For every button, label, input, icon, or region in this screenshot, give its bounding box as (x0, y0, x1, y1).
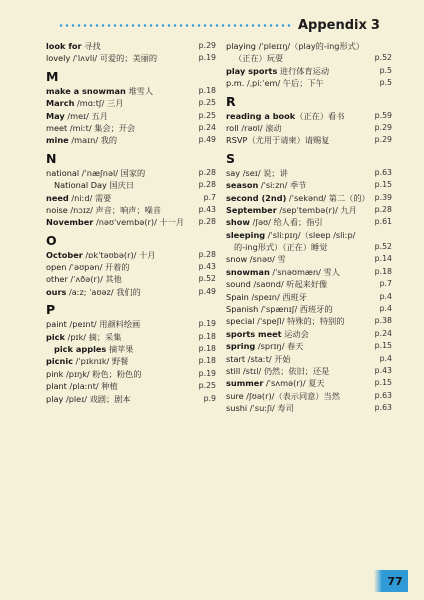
entry-page-ref: p.63 (374, 167, 392, 177)
glossary-entry (46, 110, 216, 122)
entry-page-ref: p.19 (198, 319, 216, 329)
entry-page-ref: p.18 (198, 356, 216, 366)
glossary-entry (46, 343, 216, 355)
entry-page-ref: p.19 (198, 368, 216, 378)
entry-page-ref: p.14 (374, 254, 392, 264)
entry-definition: /stɪl/ 仍然；依旧；还是 (240, 365, 330, 376)
entry-page-ref: p.29 (374, 122, 392, 132)
entry-headword: October (46, 249, 83, 260)
entry-page-ref: p.25 (198, 98, 216, 108)
entry-page-ref: p.18 (198, 331, 216, 341)
entry-definition: /staːt/ 开始 (245, 353, 291, 364)
entry-definition: /aːz; ˈaʊəz/ 我们的 (66, 286, 141, 297)
glossary-entry (226, 241, 392, 253)
entry-headword: roll (226, 122, 239, 133)
glossary-entry (46, 167, 216, 179)
entry-headword: show (226, 217, 250, 228)
glossary-entry (226, 122, 392, 134)
entry-definition: /nɔɪz/ 声音；响声；噪音 (67, 204, 162, 215)
entry-definition: /ˈlʌvli/ 可爱的；美丽的 (70, 53, 158, 64)
entry-definition: /ˈspænɪʃ/ 西班牙的 (258, 304, 333, 315)
entry-headword: sleeping (226, 229, 266, 240)
entry-page-ref: p.15 (374, 341, 392, 351)
entry-headword: picnic (46, 356, 74, 367)
entry-page-ref: p.28 (374, 204, 392, 214)
entry-definition: /ˈsekənd/ 第二（的） (286, 192, 370, 203)
glossary-entry (46, 52, 216, 64)
entry-page-ref: p.28 (198, 217, 216, 227)
entry-definition: /sprɪŋ/ 春天 (255, 341, 304, 352)
entry-page-ref: p.25 (198, 110, 216, 120)
page-header (0, 14, 424, 36)
glossary-entry (226, 266, 392, 278)
glossary-entry (46, 134, 216, 146)
glossary-entry (46, 179, 216, 191)
entry-definition: /speɪn/ 西班牙 (248, 291, 307, 302)
letter-heading-R: R (226, 93, 236, 109)
entry-page-ref: p.61 (374, 217, 392, 227)
entry-headword: ours (46, 286, 67, 297)
entry-page-ref: p.29 (374, 135, 392, 145)
entry-page-ref: p.59 (374, 110, 392, 120)
glossary-entry (226, 390, 392, 402)
entry-headword: season (226, 180, 259, 191)
glossary-entry (46, 380, 216, 392)
entry-definition: /ˈsiːzn/ 季节 (258, 180, 307, 191)
appendix-number: 3 (370, 17, 380, 33)
entry-definition: /ˈnæʃnəl/ 国家的 (79, 167, 146, 178)
glossary-entry (46, 122, 216, 134)
glossary-entry (46, 318, 216, 330)
left-column (46, 40, 216, 405)
entry-page-ref: p.49 (198, 135, 216, 145)
glossary-entry (46, 40, 216, 52)
section-N (46, 167, 216, 229)
entry-definition: /ˌpiːˈem/ 午后；下午 (244, 78, 324, 89)
entry-headword: snow (226, 254, 248, 265)
glossary-entry (226, 315, 392, 327)
entry-page-ref: p.52 (374, 53, 392, 63)
glossary-entry (226, 77, 392, 89)
entry-headword: say (226, 167, 241, 178)
glossary-entry (226, 365, 392, 377)
section-R (226, 110, 392, 147)
entry-headword: November (46, 217, 94, 228)
entry-definition: /ˈsuːʃi/ 寿司 (247, 403, 294, 414)
entry-definition: 堆雪人 (125, 85, 154, 96)
entry-page-ref: p.29 (198, 41, 216, 50)
entry-headword: noise (46, 204, 68, 215)
entry-headword: summer (226, 378, 264, 389)
glossary-entry (226, 340, 392, 352)
entry-page-ref: p.7 (379, 279, 392, 289)
entry-page-ref: p.63 (374, 390, 392, 400)
entry-headword: other (46, 274, 68, 285)
entry-headword: May (46, 110, 65, 121)
entry-definition: 运动会 (281, 328, 309, 339)
entry-headword: p.m. (226, 78, 245, 89)
entry-page-ref: p.28 (198, 167, 216, 177)
entry-page-ref: p.18 (374, 266, 392, 276)
entry-definition: /ʃəʊ/ 给人看；指引 (249, 217, 323, 228)
glossary-entry (226, 204, 392, 216)
entry-definition: /ˈʌðə(r)/ 其他 (67, 274, 122, 285)
entry-headword: meet (46, 122, 68, 133)
entry-headword: paint (46, 319, 67, 330)
glossary-entry (46, 97, 216, 109)
entry-definition: /sepˈtembə(r)/ 九月 (276, 204, 357, 215)
glossary-entry (46, 261, 216, 273)
glossary-entry (226, 253, 392, 265)
entry-headword: pink (46, 368, 64, 379)
entry-page-ref: p.25 (198, 381, 216, 391)
entry-headword: start (226, 353, 246, 364)
entry-definition: /pɪŋk/ 粉色；粉色的 (63, 368, 142, 379)
entry-definition: /ˈspeʃl/ 特殊的；特别的 (254, 316, 345, 327)
entry-definition: /mɑːtʃ/ 三月 (74, 98, 124, 109)
entry-page-ref: p.7 (203, 192, 216, 202)
entry-definition: /miːt/ 集会；开会 (67, 122, 136, 133)
glossary-entry (46, 368, 216, 380)
entry-definition: （正在）看书 (295, 110, 345, 121)
entry-definition: /ɒkˈtəʊbə(r)/ 十月 (82, 249, 156, 260)
glossary-entry (226, 65, 392, 77)
entry-page-ref: p.43 (198, 204, 216, 214)
entry-definition: 摘苹果 (106, 344, 134, 355)
appendix-title (298, 14, 410, 36)
entry-definition: /snəʊ/ 雪 (247, 254, 286, 265)
entry-page-ref: p.15 (374, 378, 392, 388)
entry-page-ref: p.4 (379, 304, 392, 314)
section-O (46, 249, 216, 299)
entry-headword: sure (226, 390, 244, 401)
entry-headword: pick apples (54, 344, 107, 355)
entry-page-ref: p.4 (379, 291, 392, 301)
entry-page-ref: p.24 (374, 328, 392, 338)
entry-definition: /niːd/ 需要 (68, 192, 112, 203)
entry-page-ref: p.19 (198, 53, 216, 63)
entry-page-ref: p.5 (379, 78, 392, 88)
entry-definition: /ˈsʌmə(r)/ 夏天 (263, 378, 325, 389)
entry-definition: /rəʊl/ 滚动 (238, 122, 282, 133)
entry-definition: /ˈsliːpɪŋ/（sleep /sliːp/ (265, 229, 356, 240)
entry-page-ref: p.15 (374, 180, 392, 190)
entry-headword: make a snowman (46, 85, 126, 96)
entry-headword: spring (226, 341, 256, 352)
entry-definition: /peɪnt/ 用颜料绘画 (66, 319, 141, 330)
entry-headword: second (2nd) (226, 192, 287, 203)
letter-heading-N: N (46, 150, 57, 166)
glossary-entry (226, 40, 392, 52)
glossary-entry (226, 216, 392, 228)
letter-heading-S: S (226, 150, 236, 166)
entry-page-ref: p.52 (198, 274, 216, 284)
entry-headword: sound (226, 279, 251, 290)
entry-headword: mine (46, 135, 69, 146)
glossary-entry (226, 278, 392, 290)
glossary-entry (226, 402, 392, 414)
entry-page-ref: p.28 (198, 180, 216, 190)
section-P (46, 318, 216, 405)
entry-page-ref: p.49 (198, 286, 216, 296)
entry-definition: /ˈəʊpən/ 开着的 (66, 262, 130, 273)
entry-definition: （尤用于请柬）请赐复 (247, 135, 330, 146)
entry-definition: 国庆日 (106, 180, 135, 191)
page-number-badge: 77 (382, 570, 408, 592)
entry-headword: snowman (226, 266, 270, 277)
appendix-label: Appendix (298, 17, 367, 33)
entry-headword: plant (46, 381, 67, 392)
glossary-entry (46, 192, 216, 204)
entry-page-ref: p.24 (198, 122, 216, 132)
entry-headword: Spanish (226, 304, 259, 315)
entry-definition: 进行体育运动 (277, 65, 330, 76)
entry-headword: sports meet (226, 328, 282, 339)
glossary-entry (46, 355, 216, 367)
glossary-entry (46, 393, 216, 405)
entry-page-ref: p.9 (203, 393, 216, 403)
dotted-rule (58, 24, 294, 27)
letter-heading-M: M (46, 68, 59, 84)
entry-definition: /plaːnt/ 种植 (66, 381, 118, 392)
glossary-entry (226, 52, 392, 64)
entry-headword: play sports (226, 65, 278, 76)
entry-page-ref: p.28 (198, 249, 216, 259)
entry-definition: /ʃʊə(r)/（表示同意）当然 (243, 390, 340, 401)
entry-definition: /meɪ/ 五月 (64, 110, 108, 121)
entry-headword: lovely (46, 53, 71, 64)
entry-page-ref: p.18 (198, 85, 216, 95)
glossary-entry (226, 179, 392, 191)
entry-definition: /nəʊˈvembə(r)/ 十一月 (93, 217, 185, 228)
entry-headword: reading a book (226, 110, 296, 121)
glossary-entry (46, 331, 216, 343)
glossary-entry (226, 353, 392, 365)
entry-page-ref: p.43 (198, 262, 216, 272)
glossary-entry (46, 249, 216, 261)
entry-definition: （正在）玩耍 (234, 53, 284, 64)
glossary-entry (226, 167, 392, 179)
entry-headword: national (46, 167, 80, 178)
entry-page-ref: p.52 (374, 242, 392, 252)
glossary-entry (226, 377, 392, 389)
entry-definition: /ˈpɪknɪk/ 野餐 (73, 356, 129, 367)
entry-headword: Spain (226, 291, 249, 302)
entry-page-ref: p.39 (374, 192, 392, 202)
entry-headword: look for (46, 41, 82, 51)
glossary-entry (226, 291, 392, 303)
entry-definition: /saʊnd/ 听起来好像 (250, 279, 328, 290)
glossary-entry (46, 85, 216, 97)
glossary-entry (226, 303, 392, 315)
letter-heading-P: P (46, 302, 56, 318)
entry-headword: special (226, 316, 255, 327)
entry-headword: need (46, 192, 69, 203)
right-column (226, 40, 392, 415)
glossary-entry (226, 328, 392, 340)
entry-headword: National Day (54, 180, 107, 191)
glossary-entry (46, 204, 216, 216)
entry-headword: pick (46, 331, 65, 342)
glossary-entry (46, 286, 216, 298)
entry-headword: March (46, 98, 75, 109)
entry-headword: September (226, 204, 277, 215)
entry-page-ref: p.5 (379, 65, 392, 75)
entry-definition: /pleɪ/ 戏剧；剧本 (63, 393, 131, 404)
entry-definition: 的-ing形式）（正在）睡觉 (234, 242, 328, 253)
letter-heading-O: O (46, 232, 57, 248)
entry-page-ref: p.38 (374, 316, 392, 326)
entry-headword: still (226, 365, 241, 376)
section-S (226, 167, 392, 415)
entry-page-ref: p.18 (198, 344, 216, 354)
entry-definition: /pɪk/ 摘；采集 (64, 331, 122, 342)
entry-headword: sushi (226, 403, 248, 414)
glossary-entry (46, 216, 216, 228)
entry-page-ref: p.63 (374, 403, 392, 413)
entry-headword: RSVP (226, 135, 248, 146)
section-M (46, 85, 216, 147)
entry-definition: /maɪn/ 我的 (68, 135, 118, 146)
glossary-entry (226, 134, 392, 146)
entry-definition: /ˈsnəʊmæn/ 雪人 (269, 266, 340, 277)
entry-headword: playing (226, 41, 256, 51)
glossary-entry (226, 192, 392, 204)
section-L (46, 40, 216, 65)
entry-page-ref: p.43 (374, 365, 392, 375)
entry-headword: play (46, 393, 64, 404)
section-P-cont (226, 40, 392, 90)
entry-headword: open (46, 262, 67, 273)
entry-page-ref: p.4 (379, 353, 392, 363)
glossary-entry (226, 229, 392, 241)
entry-definition: 寻找 (81, 41, 101, 51)
entry-definition: /seɪ/ 说；讲 (240, 167, 288, 178)
entry-definition: /ˈpleɪɪŋ/（play的-ing形式） (256, 41, 365, 51)
glossary-entry (46, 273, 216, 285)
glossary-entry (226, 110, 392, 122)
